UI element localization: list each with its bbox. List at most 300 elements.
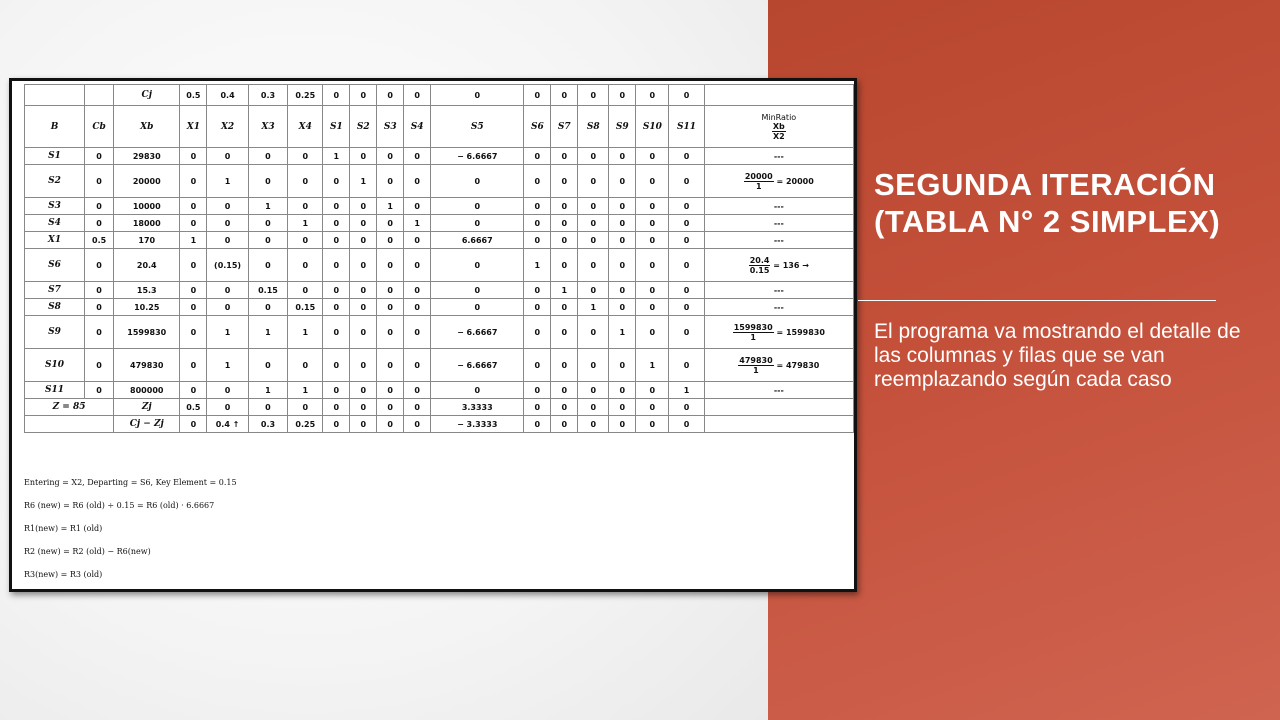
ratio-result: = 136 → (773, 260, 809, 270)
ratio-cell: --- (704, 299, 853, 316)
cj-zj-value: 0.25 (288, 416, 323, 433)
coefficient-cell: 0 (248, 165, 287, 198)
coefficient-cell: 1 (404, 215, 431, 232)
coefficient-cell: (0.15) (207, 249, 248, 282)
table-row (25, 165, 854, 198)
coefficient-cell: 0 (377, 382, 404, 399)
coefficient-cell: 0 (636, 148, 669, 165)
xb-value: 800000 (114, 382, 180, 399)
ratio-cell (704, 316, 853, 349)
coefficient-cell: 0 (377, 316, 404, 349)
cj-zj-row (25, 416, 854, 433)
coefficient-cell: 0 (551, 316, 578, 349)
coefficient-cell: 0 (578, 148, 609, 165)
coefficient-cell: 1 (350, 165, 377, 198)
table-row (25, 148, 854, 165)
coefficient-cell: 0 (350, 349, 377, 382)
zj-value: 0.5 (180, 399, 207, 416)
xb-value: 1599830 (114, 316, 180, 349)
column-header: S1 (323, 106, 350, 148)
coefficient-cell: 0 (636, 215, 669, 232)
column-header: S2 (350, 106, 377, 148)
zj-value: 0 (609, 399, 636, 416)
coefficient-cell: 0 (323, 349, 350, 382)
cb-value: 0 (85, 282, 114, 299)
coefficient-cell: 0 (248, 299, 287, 316)
zj-value: 3.3333 (431, 399, 524, 416)
coefficient-cell: 0 (609, 349, 636, 382)
coefficient-cell: 0 (609, 198, 636, 215)
coefficient-cell: 0 (288, 282, 323, 299)
coefficient-cell: 0 (404, 148, 431, 165)
column-header: Xb (114, 106, 180, 148)
coefficient-cell: 0 (636, 282, 669, 299)
coefficient-cell: 1 (288, 215, 323, 232)
cj-zj-value: 0 (636, 416, 669, 433)
cj-zj-value: 0 (180, 416, 207, 433)
column-header: S6 (524, 106, 551, 148)
ratio-den: 1 (755, 181, 762, 191)
coefficient-cell: 0 (323, 282, 350, 299)
basis-variable: S9 (25, 316, 85, 349)
ratio-result: = 479830 (776, 360, 820, 370)
basis-variable: S4 (25, 215, 85, 232)
cj-zj-value: 0 (551, 416, 578, 433)
cj-value: 0 (323, 85, 350, 106)
coefficient-cell: 0 (578, 382, 609, 399)
cj-zj-value: 0.3 (248, 416, 287, 433)
table-row (25, 198, 854, 215)
coefficient-cell: 0 (288, 249, 323, 282)
coefficient-cell: 0 (524, 232, 551, 249)
cj-value: 0.25 (288, 85, 323, 106)
ratio-result: = 20000 (776, 176, 814, 186)
cj-value: 0 (578, 85, 609, 106)
xb-value: 15.3 (114, 282, 180, 299)
coefficient-cell: 1 (551, 282, 578, 299)
zj-value: 0 (551, 399, 578, 416)
ratio-cell (704, 165, 853, 198)
note-r6: R6 (new) = R6 (old) ÷ 0.15 = R6 (old) · 6.6667 (24, 501, 215, 510)
coefficient-cell: 0 (609, 215, 636, 232)
coefficient-cell: 0 (669, 198, 704, 215)
ratio-fraction (744, 172, 774, 191)
blank-cell (25, 416, 114, 433)
coefficient-cell: 0 (350, 299, 377, 316)
xb-value: 20.4 (114, 249, 180, 282)
coefficient-cell: 0 (609, 249, 636, 282)
coefficient-cell: 0 (248, 215, 287, 232)
cb-value: 0 (85, 165, 114, 198)
coefficient-cell: 0 (288, 148, 323, 165)
table-row (25, 282, 854, 299)
ratio-cell: --- (704, 232, 853, 249)
ratio-cell: --- (704, 198, 853, 215)
slide-body: El programa va mostrando el detalle de las columnas y filas que se van reemplazando según cada caso (874, 320, 1241, 391)
coefficient-cell: 0 (180, 282, 207, 299)
coefficient-cell: 0 (551, 198, 578, 215)
simplex-screenshot (20, 82, 856, 594)
table-row (25, 249, 854, 282)
coefficient-cell: 1 (207, 316, 248, 349)
coefficient-cell: 0 (207, 148, 248, 165)
header-row (25, 106, 854, 148)
column-header: Cb (85, 106, 114, 148)
cj-value: 0 (404, 85, 431, 106)
table-row (25, 382, 854, 399)
table-row (25, 215, 854, 232)
cj-zj-value: 0 (323, 416, 350, 433)
ratio-fraction (738, 356, 773, 375)
minratio-den: X2 (772, 131, 785, 141)
basis-variable: S10 (25, 349, 85, 382)
simplex-table (24, 84, 854, 433)
coefficient-cell: 0 (288, 165, 323, 198)
coefficient-cell: 0.15 (288, 299, 323, 316)
coefficient-cell: 0 (669, 282, 704, 299)
coefficient-cell: 0 (180, 316, 207, 349)
column-header: B (25, 106, 85, 148)
coefficient-cell: 0 (323, 316, 350, 349)
coefficient-cell: 0 (248, 349, 287, 382)
cb-value: 0 (85, 148, 114, 165)
coefficient-cell: 0 (609, 382, 636, 399)
cj-value: 0 (350, 85, 377, 106)
slide-title (874, 166, 1264, 240)
coefficient-cell: 0 (404, 349, 431, 382)
ratio-num: 20.4 (749, 255, 770, 265)
cb-value: 0 (85, 316, 114, 349)
minratio-title: MinRatio (761, 112, 797, 122)
cb-value: 0 (85, 382, 114, 399)
coefficient-cell: 0 (377, 282, 404, 299)
coefficient-cell: 0 (404, 299, 431, 316)
title-line-1: SEGUNDA ITERACIÓN (874, 167, 1216, 202)
coefficient-cell: 0 (350, 215, 377, 232)
zj-value: 0 (248, 399, 287, 416)
coefficient-cell: 0 (377, 215, 404, 232)
coefficient-cell: 1 (248, 198, 287, 215)
xb-value: 170 (114, 232, 180, 249)
cb-value: 0 (85, 299, 114, 316)
note-r3: R3(new) = R3 (old) (24, 570, 103, 579)
table-row (25, 299, 854, 316)
xb-value: 18000 (114, 215, 180, 232)
coefficient-cell: 0 (180, 382, 207, 399)
coefficient-cell: 0 (180, 215, 207, 232)
xb-value: 10000 (114, 198, 180, 215)
coefficient-cell: 0 (524, 148, 551, 165)
coefficient-cell: 0 (669, 148, 704, 165)
zj-value: 0 (207, 399, 248, 416)
zj-value: 0 (350, 399, 377, 416)
iteration-notes (24, 478, 624, 593)
coefficient-cell: 0 (551, 382, 578, 399)
coefficient-cell: 1 (323, 148, 350, 165)
cj-value: 0.4 (207, 85, 248, 106)
coefficient-cell: 0 (377, 232, 404, 249)
coefficient-cell: 0 (431, 282, 524, 299)
coefficient-cell: 0 (636, 165, 669, 198)
coefficient-cell: 0 (524, 282, 551, 299)
coefficient-cell: 0 (323, 382, 350, 399)
coefficient-cell: 0 (288, 232, 323, 249)
minratio-header (704, 106, 853, 148)
cj-value: 0 (431, 85, 524, 106)
zj-value: 0 (578, 399, 609, 416)
coefficient-cell: 0 (350, 198, 377, 215)
coefficient-cell: 0 (248, 232, 287, 249)
table-row (25, 349, 854, 382)
coefficient-cell: 0 (404, 249, 431, 282)
minratio-fraction (772, 122, 786, 141)
coefficient-cell: 0 (180, 148, 207, 165)
coefficient-cell: 0 (609, 299, 636, 316)
coefficient-cell: 0 (323, 299, 350, 316)
coefficient-cell: 1 (248, 382, 287, 399)
coefficient-cell: 0 (431, 198, 524, 215)
coefficient-cell: 0 (404, 232, 431, 249)
table-row (25, 232, 854, 249)
coefficient-cell: 0 (669, 165, 704, 198)
coefficient-cell: 0 (323, 165, 350, 198)
minratio-num: Xb (772, 121, 785, 131)
coefficient-cell: 1 (669, 382, 704, 399)
coefficient-cell: 0 (323, 232, 350, 249)
ratio-cell: --- (704, 282, 853, 299)
coefficient-cell: 0 (578, 232, 609, 249)
coefficient-cell: 0 (404, 282, 431, 299)
column-header: X2 (207, 106, 248, 148)
coefficient-cell: 0 (377, 249, 404, 282)
coefficient-cell: 0 (609, 148, 636, 165)
coefficient-cell: 0 (578, 282, 609, 299)
coefficient-cell: 0 (431, 382, 524, 399)
coefficient-cell: 0 (609, 232, 636, 249)
cj-row (25, 85, 854, 106)
coefficient-cell: 0 (288, 349, 323, 382)
zj-row (25, 399, 854, 416)
cj-zj-label: Cj − Zj (114, 416, 180, 433)
ratio-cell: --- (704, 148, 853, 165)
coefficient-cell: 0 (524, 215, 551, 232)
coefficient-cell: 0 (551, 148, 578, 165)
column-header: X3 (248, 106, 287, 148)
coefficient-cell: 0 (180, 299, 207, 316)
cj-value: 0 (636, 85, 669, 106)
cj-zj-value: 0 (669, 416, 704, 433)
coefficient-cell: 0 (636, 299, 669, 316)
xb-value: 20000 (114, 165, 180, 198)
column-header: S11 (669, 106, 704, 148)
column-header: X1 (180, 106, 207, 148)
cj-value: 0.3 (248, 85, 287, 106)
coefficient-cell: 0 (248, 148, 287, 165)
basis-variable: S6 (25, 249, 85, 282)
coefficient-cell: 1 (288, 382, 323, 399)
column-header: S8 (578, 106, 609, 148)
coefficient-cell: 0 (669, 299, 704, 316)
column-header: X4 (288, 106, 323, 148)
zj-value: 0 (323, 399, 350, 416)
ratio-result: = 1599830 (776, 327, 825, 337)
coefficient-cell: 0 (524, 316, 551, 349)
zj-value: 0 (288, 399, 323, 416)
coefficient-cell: 0 (669, 316, 704, 349)
zj-value: 0 (669, 399, 704, 416)
xb-value: 10.25 (114, 299, 180, 316)
note-r2: R2 (new) = R2 (old) − R6(new) (24, 547, 151, 556)
coefficient-cell: 1 (636, 349, 669, 382)
cb-value: 0 (85, 215, 114, 232)
coefficient-cell: 0 (377, 165, 404, 198)
cj-value: 0 (377, 85, 404, 106)
coefficient-cell: 0 (578, 198, 609, 215)
blank-cell (25, 85, 85, 106)
coefficient-cell: 0 (551, 299, 578, 316)
title-line-2: (TABLA N° 2 SIMPLEX) (874, 204, 1221, 239)
coefficient-cell: 1 (207, 165, 248, 198)
ratio-cell (704, 249, 853, 282)
column-header: S7 (551, 106, 578, 148)
coefficient-cell: 0 (431, 249, 524, 282)
zj-value: 0 (524, 399, 551, 416)
coefficient-cell: 0 (350, 282, 377, 299)
coefficient-cell: 0 (180, 349, 207, 382)
cb-value: 0 (85, 249, 114, 282)
coefficient-cell: 0 (323, 198, 350, 215)
cb-value: 0 (85, 349, 114, 382)
coefficient-cell: 0 (207, 232, 248, 249)
basis-variable: X1 (25, 232, 85, 249)
coefficient-cell: 1 (207, 349, 248, 382)
coefficient-cell: 0 (350, 148, 377, 165)
coefficient-cell: 0 (404, 382, 431, 399)
coefficient-cell: 0 (551, 215, 578, 232)
cj-value: 0 (551, 85, 578, 106)
column-header: S5 (431, 106, 524, 148)
zj-value: 0 (404, 399, 431, 416)
coefficient-cell: 1 (609, 316, 636, 349)
basis-variable: S11 (25, 382, 85, 399)
column-header: S9 (609, 106, 636, 148)
coefficient-cell: 0 (431, 165, 524, 198)
coefficient-cell: 0 (578, 165, 609, 198)
blank-cell (704, 399, 853, 416)
coefficient-cell: 0 (524, 299, 551, 316)
ratio-den: 1 (753, 365, 759, 375)
ratio-fraction (749, 256, 771, 275)
coefficient-cell: 0 (551, 249, 578, 282)
coefficient-cell: 0 (248, 249, 287, 282)
cj-value: 0 (524, 85, 551, 106)
coefficient-cell: 6.6667 (431, 232, 524, 249)
coefficient-cell: 0 (350, 316, 377, 349)
coefficient-cell: 1 (248, 316, 287, 349)
basis-variable: S8 (25, 299, 85, 316)
column-header: S10 (636, 106, 669, 148)
ratio-cell: --- (704, 382, 853, 399)
coefficient-cell: 0 (636, 316, 669, 349)
coefficient-cell: 0 (669, 249, 704, 282)
blank-cell (704, 85, 853, 106)
ratio-cell: --- (704, 215, 853, 232)
coefficient-cell: 0 (180, 198, 207, 215)
coefficient-cell: 0 (524, 382, 551, 399)
coefficient-cell: 0 (288, 198, 323, 215)
cj-label: Cj (114, 85, 180, 106)
blank-cell (704, 416, 853, 433)
cj-zj-value: 0 (609, 416, 636, 433)
cb-value: 0 (85, 198, 114, 215)
coefficient-cell: 0 (578, 249, 609, 282)
coefficient-cell: 0 (551, 232, 578, 249)
cj-zj-value: 0 (578, 416, 609, 433)
note-r1: R1(new) = R1 (old) (24, 524, 103, 533)
cj-value: 0 (669, 85, 704, 106)
coefficient-cell: 0 (404, 165, 431, 198)
coefficient-cell: 0 (404, 198, 431, 215)
coefficient-cell: 0 (578, 316, 609, 349)
coefficient-cell: 0 (404, 316, 431, 349)
coefficient-cell: 0 (323, 249, 350, 282)
coefficient-cell: 0 (350, 232, 377, 249)
coefficient-cell: 1 (578, 299, 609, 316)
cj-zj-value: 0 (350, 416, 377, 433)
ratio-num: 20000 (744, 171, 773, 181)
title-divider (858, 300, 1216, 301)
coefficient-cell: 0 (377, 349, 404, 382)
table-row (25, 316, 854, 349)
coefficient-cell: 0 (207, 198, 248, 215)
cj-zj-value: − 3.3333 (431, 416, 524, 433)
column-header: S4 (404, 106, 431, 148)
xb-value: 29830 (114, 148, 180, 165)
coefficient-cell: 0 (636, 198, 669, 215)
basis-variable: S3 (25, 198, 85, 215)
cb-value: 0.5 (85, 232, 114, 249)
coefficient-cell: 0 (578, 349, 609, 382)
zj-value: 0 (377, 399, 404, 416)
z-value: Z = 85 (25, 399, 114, 416)
coefficient-cell: 0 (207, 215, 248, 232)
coefficient-cell: 1 (180, 232, 207, 249)
coefficient-cell: − 6.6667 (431, 316, 524, 349)
coefficient-cell: 0 (551, 165, 578, 198)
coefficient-cell: 0 (323, 215, 350, 232)
coefficient-cell: 0 (636, 382, 669, 399)
coefficient-cell: 0 (669, 232, 704, 249)
ratio-den: 0.15 (749, 265, 770, 275)
coefficient-cell: 0 (207, 299, 248, 316)
coefficient-cell: 1 (377, 198, 404, 215)
zj-value: 0 (636, 399, 669, 416)
ratio-num: 1599830 (733, 322, 773, 332)
coefficient-cell: − 6.6667 (431, 349, 524, 382)
ratio-den: 1 (750, 332, 756, 342)
coefficient-cell: 0 (609, 165, 636, 198)
coefficient-cell: 0 (669, 349, 704, 382)
coefficient-cell: 0 (524, 165, 551, 198)
note-entering: Entering = X2, Departing = S6, Key Element = 0.15 (24, 478, 237, 487)
coefficient-cell: 0 (350, 382, 377, 399)
cj-value: 0.5 (180, 85, 207, 106)
blank-cell (85, 85, 114, 106)
cj-zj-value: 0 (524, 416, 551, 433)
coefficient-cell: 0 (350, 249, 377, 282)
coefficient-cell: 0 (551, 349, 578, 382)
coefficient-cell: 0 (377, 148, 404, 165)
